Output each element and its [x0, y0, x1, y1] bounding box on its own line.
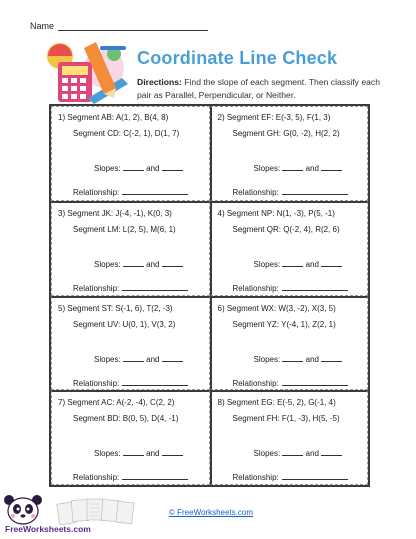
slope-blank[interactable] — [282, 354, 303, 362]
segment-line-2: Segment LM: L(2, 5), M(6, 1) — [73, 224, 176, 234]
segment-line-1: 4) Segment NP: N(1, -3), P(5, -1) — [217, 208, 335, 218]
relationship-blank[interactable] — [282, 283, 348, 291]
relationship-row — [233, 472, 348, 482]
problem-cell — [51, 201, 210, 296]
segment-line-1: 8) Segment EG: E(-5, 2), G(-1, 4) — [217, 398, 336, 408]
segment-line-1: 1) Segment AB: A(1, 2), B(4, 8) — [58, 113, 169, 122]
slope-blank[interactable] — [282, 259, 303, 267]
relationship-label: Relationship: — [73, 283, 120, 293]
slope-blank[interactable] — [321, 163, 342, 171]
relationship-blank[interactable] — [122, 187, 188, 195]
relationship-blank[interactable] — [122, 378, 188, 386]
and-label: and — [305, 164, 320, 173]
slopes-label: Slopes: — [253, 164, 281, 173]
slope-blank[interactable] — [321, 448, 342, 456]
problem-cell — [51, 296, 210, 391]
segment-line-2: Segment QR: Q(-2, 4), R(2, 6) — [232, 224, 340, 234]
name-row — [30, 21, 208, 31]
slopes-row — [254, 354, 343, 364]
slope-blank[interactable] — [123, 448, 144, 456]
and-label: and — [146, 449, 160, 459]
and-label: and — [146, 164, 160, 173]
slope-blank[interactable] — [123, 259, 144, 267]
slope-blank[interactable] — [282, 448, 303, 456]
segment-line-1: 3) Segment JK: J(-4, -1), K(0, 3) — [58, 208, 172, 218]
directions — [137, 76, 382, 102]
relationship-blank[interactable] — [282, 472, 348, 480]
relationship-row — [233, 187, 348, 197]
slope-blank[interactable] — [321, 354, 342, 362]
problem-grid — [49, 104, 370, 487]
slopes-label: Slopes: — [253, 354, 281, 364]
relationship-row — [233, 283, 348, 293]
copyright-link[interactable]: © FreeWorksheets.com — [169, 508, 253, 517]
problem-cell — [210, 390, 369, 485]
problem-cell — [51, 106, 210, 201]
page-title: Coordinate Line Check — [137, 48, 338, 68]
slopes-label: Slopes: — [94, 449, 121, 459]
segment-line-2: Segment FH: F(1, -3), H(5, -5) — [232, 414, 340, 424]
slopes-label: Slopes: — [253, 259, 281, 269]
problem-cell — [51, 390, 210, 485]
problem-cell — [210, 296, 369, 391]
slopes-label: Slopes: — [94, 354, 121, 364]
relationship-blank[interactable] — [122, 472, 188, 480]
relationship-row — [73, 378, 188, 388]
slopes-label: Slopes: — [94, 259, 121, 269]
relationship-label: Relationship: — [73, 378, 120, 388]
segment-line-1: 5) Segment ST: S(-1, 6), T(2, -3) — [58, 303, 173, 313]
slope-blank[interactable] — [282, 163, 303, 171]
relationship-blank[interactable] — [282, 187, 348, 195]
relationship-blank[interactable] — [122, 283, 188, 291]
relationship-label: Relationship: — [232, 283, 279, 293]
relationship-label: Relationship: — [73, 473, 120, 483]
relationship-row — [73, 283, 188, 293]
and-label: and — [146, 259, 160, 269]
slope-blank[interactable] — [162, 448, 183, 456]
problem-cell — [210, 106, 369, 201]
slope-blank[interactable] — [123, 354, 144, 362]
segment-line-2: Segment GH: G(0, -2), H(2, 2) — [232, 129, 340, 138]
directions-text: Find the slope of each segment. Then classify each pair as Parallel, Perpendicular, or Neither. — [137, 77, 380, 100]
slopes-row — [94, 448, 183, 458]
name-label: Name — [30, 21, 55, 31]
and-label: and — [305, 449, 320, 459]
slopes-row — [94, 354, 183, 364]
segment-line-1: 7) Segment AC: A(-2, -4), C(2, 2) — [58, 398, 175, 408]
and-label: and — [305, 354, 320, 364]
slope-blank[interactable] — [162, 163, 183, 171]
segment-line-1: 2) Segment EF: E(-3, 5), F(1, 3) — [217, 113, 331, 122]
slopes-row — [254, 259, 343, 269]
freeworksheets-logo — [3, 492, 103, 536]
slope-blank[interactable] — [321, 259, 342, 267]
relationship-row — [233, 378, 348, 388]
directions-label: Directions: — [137, 77, 182, 87]
segment-line-2: Segment CD: C(-2, 1), D(1, 7) — [73, 129, 180, 138]
relationship-label: Relationship: — [73, 188, 120, 197]
slopes-row — [254, 163, 343, 173]
relationship-blank[interactable] — [282, 378, 348, 386]
relationship-row — [73, 187, 188, 197]
name-blank[interactable] — [58, 21, 208, 31]
math-supplies-illustration — [44, 38, 132, 104]
and-label: and — [305, 259, 320, 269]
problem-cell — [210, 201, 369, 296]
logo-text: FreeWorksheets.com — [5, 524, 91, 534]
segment-line-2: Segment YZ: Y(-4, 1), Z(2, 1) — [232, 319, 336, 329]
slopes-row — [94, 163, 183, 173]
relationship-label: Relationship: — [232, 378, 279, 388]
relationship-label: Relationship: — [232, 188, 279, 197]
slopes-label: Slopes: — [94, 164, 121, 173]
slope-blank[interactable] — [162, 354, 183, 362]
slope-blank[interactable] — [123, 163, 144, 171]
slopes-row — [254, 448, 343, 458]
slopes-row — [94, 259, 183, 269]
segment-line-2: Segment UV: U(0, 1), V(3, 2) — [73, 319, 176, 329]
slope-blank[interactable] — [162, 259, 183, 267]
segment-line-2: Segment BD: B(0, 5), D(4, -1) — [73, 414, 179, 424]
slopes-label: Slopes: — [253, 449, 281, 459]
relationship-row — [73, 472, 188, 482]
segment-line-1: 6) Segment WX: W(3, -2), X(3, 5) — [217, 303, 336, 313]
relationship-label: Relationship: — [232, 473, 279, 483]
and-label: and — [146, 354, 160, 364]
